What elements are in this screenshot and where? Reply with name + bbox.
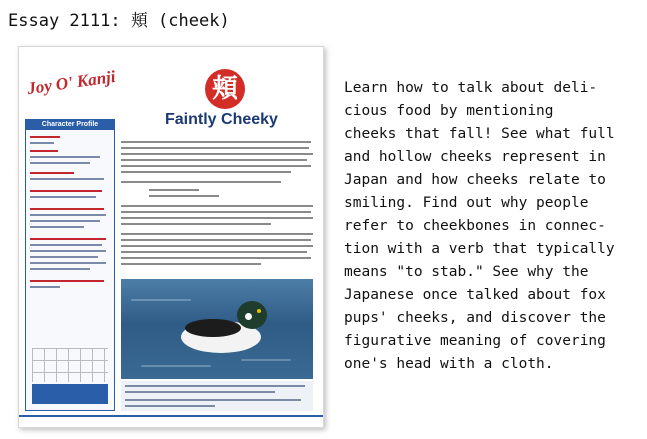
sidebar-text-line: [30, 178, 104, 180]
essay-thumbnail[interactable]: [18, 46, 324, 428]
essay-description: [344, 77, 644, 376]
description-line: smiling. Find out why people: [344, 195, 589, 211]
description-line: tion with a verb that typically: [344, 241, 615, 257]
sidebar-text-line: [30, 220, 100, 222]
sidebar-text-line: [30, 286, 60, 288]
sidebar-text-line: [30, 208, 104, 210]
sidebar-text-line: [30, 280, 104, 282]
body-text-line: [121, 257, 311, 259]
sidebar-text-line: [30, 142, 54, 144]
article-title: Faintly Cheeky: [165, 111, 278, 128]
body-text-line: [121, 245, 313, 247]
stroke-order-grid: [32, 348, 108, 382]
sidebar-text-line: [30, 244, 102, 246]
body-text-line: [121, 217, 313, 219]
sidebar-text-line: [30, 190, 102, 192]
sidebar-text-line: [30, 226, 84, 228]
character-profile-sidebar: [25, 119, 115, 411]
sidebar-text-line: [30, 136, 60, 138]
sidebar-text-line: [30, 156, 100, 158]
photo-caption: [121, 381, 313, 411]
body-text-line: [121, 165, 311, 167]
sidebar-text-line: [30, 250, 106, 252]
description-line: refer to cheekbones in connec-: [344, 218, 606, 234]
body-text-line: [149, 189, 199, 191]
body-text-line: [121, 153, 313, 155]
body-text-line: [149, 195, 219, 197]
body-text-line: [121, 159, 307, 161]
description-line: pups' cheeks, and discover the: [344, 310, 606, 326]
description-line: Japanese once talked about fox: [344, 287, 606, 303]
description-line: figurative meaning of covering: [344, 333, 606, 349]
sidebar-text-line: [30, 268, 90, 270]
sidebar-heading: Character Profile: [26, 120, 114, 130]
body-text-line: [121, 141, 311, 143]
page-title: Essay 2111: 頬 (cheek): [8, 11, 230, 31]
sidebar-text-line: [30, 162, 90, 164]
description-line: and hollow cheeks represent in: [344, 149, 606, 165]
body-text-line: [121, 263, 261, 265]
sidebar-text-line: [30, 238, 106, 240]
body-text-line: [121, 205, 313, 207]
description-line: cheeks that fall! See what full: [344, 126, 615, 142]
kanji-badge: 頬: [205, 69, 245, 109]
body-text-line: [121, 239, 311, 241]
sidebar-text-line: [30, 196, 96, 198]
description-line: one's head with a cloth.: [344, 356, 554, 372]
brand-logo: Joy O' Kanji: [26, 66, 117, 99]
sidebar-text-line: [30, 214, 106, 216]
read-more-box: [32, 384, 108, 404]
body-text-line: [121, 251, 307, 253]
body-text-line: [121, 223, 271, 225]
description-line: Japan and how cheeks relate to: [344, 172, 606, 188]
description-line: means "to stab." See why the: [344, 264, 589, 280]
body-text-line: [121, 171, 291, 173]
description-line: Learn how to talk about deli-: [344, 80, 598, 96]
description-line: cious food by mentioning: [344, 103, 554, 119]
body-text-line: [121, 233, 313, 235]
body-text-line: [121, 211, 311, 213]
body-text-line: [121, 181, 281, 183]
goldeneye-duck-photo: [121, 279, 313, 379]
body-text-line: [121, 147, 309, 149]
sidebar-text-line: [30, 256, 98, 258]
sidebar-text-line: [30, 150, 58, 152]
sidebar-text-line: [30, 172, 74, 174]
sidebar-text-line: [30, 262, 106, 264]
